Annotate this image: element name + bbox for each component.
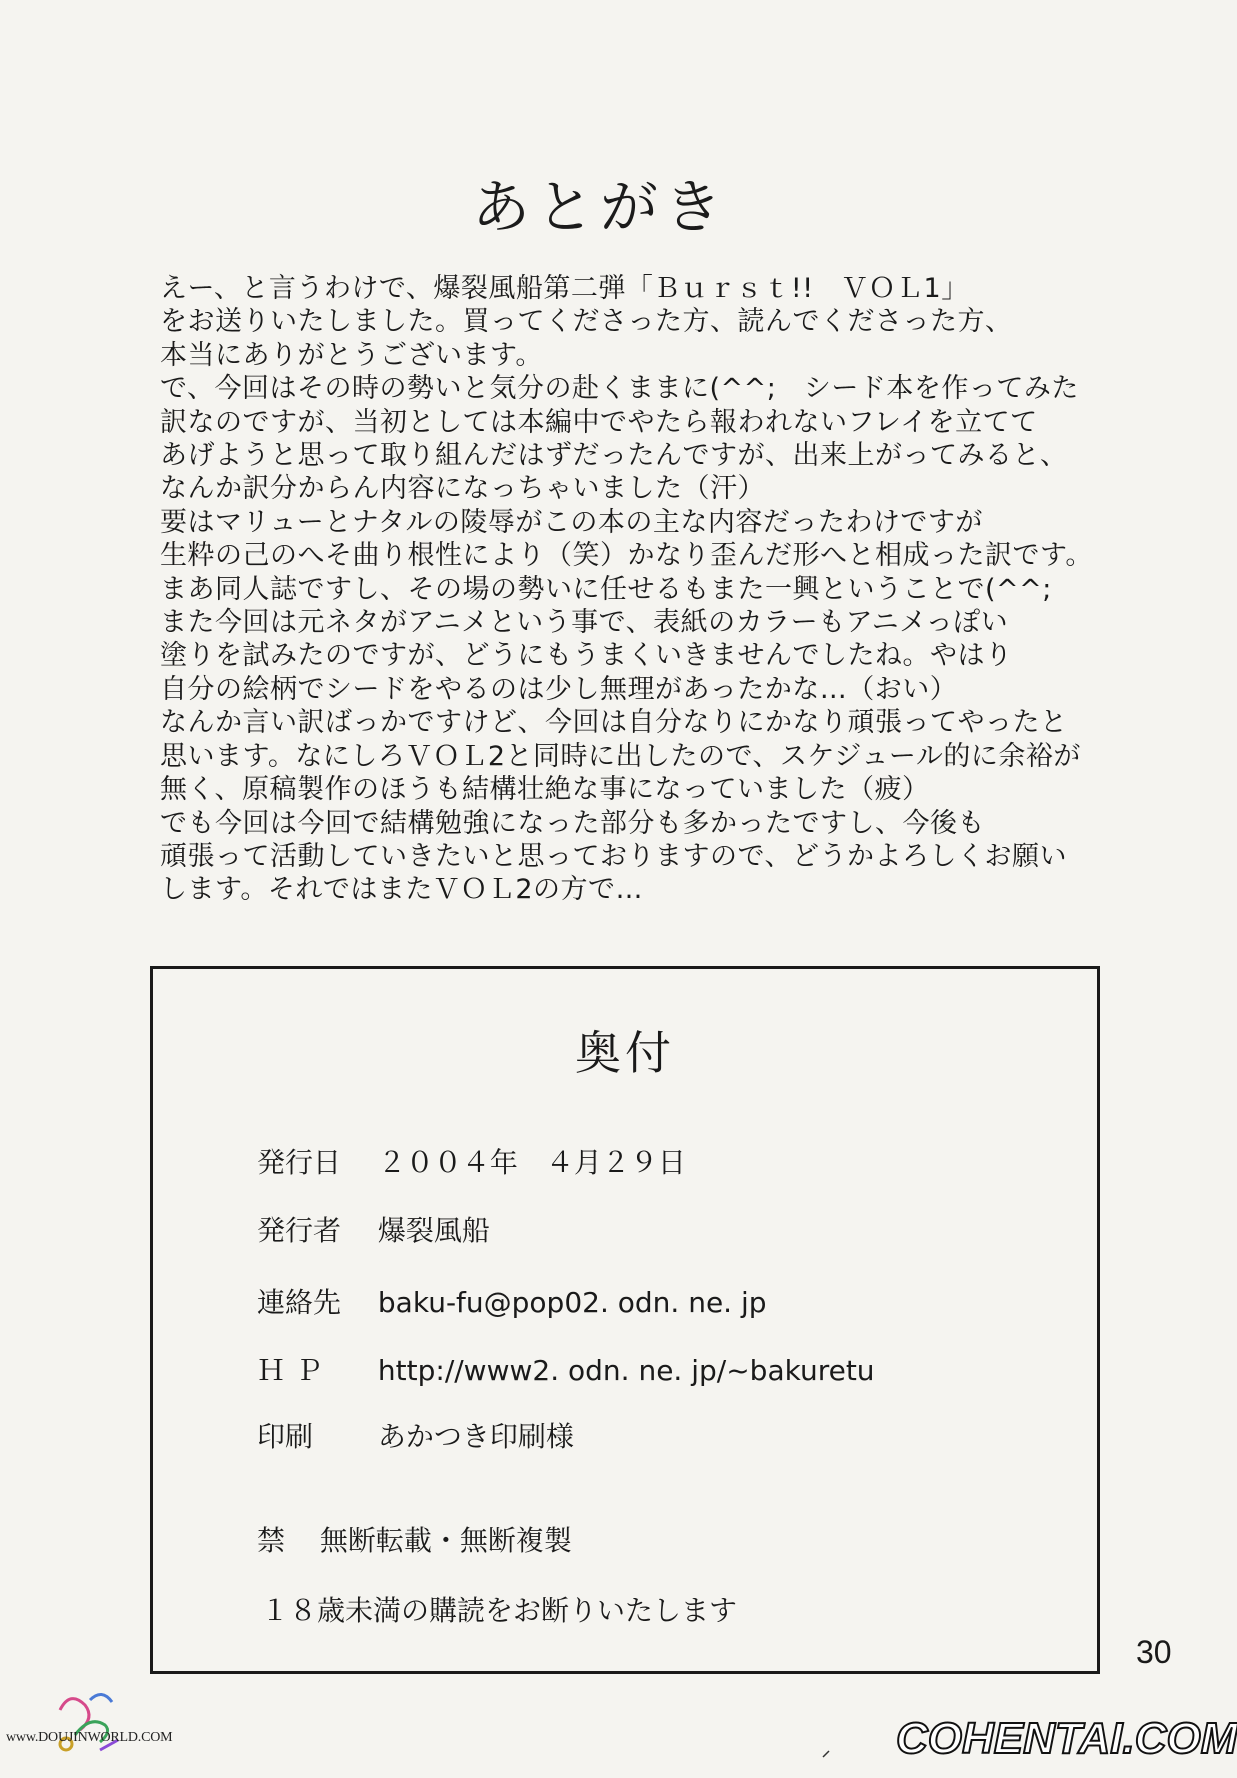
afterword-title: あとがき bbox=[471, 173, 728, 241]
doujinworld-logo-icon bbox=[40, 1680, 130, 1770]
afterword-line: なんか言い訳ばっかですけど、今回は自分なりにかなり頑張ってやったと bbox=[160, 707, 1068, 739]
doujinworld-watermark: www.DOUJINWORLD.COM bbox=[6, 1730, 173, 1745]
afterword-body bbox=[160, 272, 1120, 907]
prohibited-label: 禁 bbox=[257, 1524, 286, 1557]
publisher-value: 爆裂風船 bbox=[377, 1214, 490, 1247]
hp-label: ＨＰ bbox=[257, 1354, 334, 1387]
hp-url[interactable]: http://www2. odn. ne. jp/~bakuretu bbox=[377, 1354, 875, 1387]
cohentai-watermark: COHENTAI.COM bbox=[896, 1714, 1237, 1763]
date-label: 発行日 bbox=[257, 1146, 342, 1179]
prohibited-value: 無断転載・無断複製 bbox=[319, 1524, 572, 1557]
colophon-print-row bbox=[257, 1415, 574, 1455]
colophon-prohibited-row bbox=[257, 1519, 572, 1559]
colophon-title: 奥付 bbox=[575, 1026, 675, 1080]
stray-mark-icon bbox=[822, 1750, 830, 1758]
colophon-box bbox=[150, 966, 1100, 1674]
date-value: ２００４年 ４月２９日 bbox=[377, 1146, 686, 1179]
afterword-line: えー、と言うわけで、爆裂風船第二弾「Ｂｕｒｓｔ!! ＶＯＬ1」 bbox=[160, 273, 969, 304]
contact-label: 連絡先 bbox=[257, 1286, 342, 1319]
afterword-line: します。それではまたＶＯＬ2の方で… bbox=[160, 874, 644, 906]
afterword-line: をお送りいたしました。買ってくださった方、読んでくださった方、 bbox=[160, 306, 1013, 338]
afterword-line: 生粋の己のへそ曲り根性により（笑）かなり歪んだ形へと相成った訳です。 bbox=[160, 540, 1093, 572]
publisher-label: 発行者 bbox=[257, 1214, 342, 1247]
afterword-line: また今回は元ネタがアニメという事で、表紙のカラーもアニメっぽい bbox=[160, 607, 1009, 639]
print-value: あかつき印刷様 bbox=[377, 1420, 574, 1453]
print-label: 印刷 bbox=[257, 1420, 314, 1453]
afterword-line: 頑張って活動していきたいと思っておりますので、どうかよろしくお願い bbox=[160, 840, 1067, 872]
afterword-line: 要はマリューとナタルの陵辱がこの本の主な内容だったわけですが bbox=[160, 506, 983, 538]
afterword-line: 思います。なにしろＶＯＬ2と同時に出したので、スケジュール的に余裕が bbox=[160, 740, 1081, 772]
afterword-line: でも今回は今回で結構勉強になった部分も多かったですし、今後も bbox=[160, 807, 985, 839]
colophon-hp-row bbox=[257, 1349, 875, 1389]
afterword-line: 自分の絵柄でシードをやるのは少し無理があったかな…（おい） bbox=[160, 673, 958, 705]
colophon-publisher-row bbox=[257, 1209, 490, 1249]
afterword-line: で、今回はその時の勢いと気分の赴くままに(^^; シード本を作ってみた bbox=[160, 373, 1079, 405]
afterword-line: 本当にありがとうございます。 bbox=[160, 339, 543, 371]
afterword-line: あげようと思って取り組んだはずだったんですが、出来上がってみると、 bbox=[160, 440, 1068, 472]
afterword-line: なんか訳分からん内容になっちゃいました（汗） bbox=[160, 473, 765, 505]
afterword-line: まあ同人誌ですし、その場の勢いに任せるもまた一興ということで(^^; bbox=[160, 573, 1052, 605]
afterword-line: 塗りを試みたのですが、どうにもうまくいきませんでしたね。やはり bbox=[160, 640, 1013, 672]
afterword-line: 無く、原稿製作のほうも結構壮絶な事になっていました（疲） bbox=[160, 774, 930, 806]
afterword-line: 訳なのですが、当初としては本編中でやたら報われないフレイを立てて bbox=[160, 406, 1038, 438]
colophon-date-row bbox=[257, 1141, 686, 1181]
page-number: 30 bbox=[1136, 1634, 1172, 1670]
colophon-contact-row bbox=[257, 1281, 767, 1321]
age-notice: １８歳未満の購読をお断りいたします bbox=[261, 1594, 738, 1627]
contact-email[interactable]: baku-fu@pop02. odn. ne. jp bbox=[377, 1286, 767, 1319]
